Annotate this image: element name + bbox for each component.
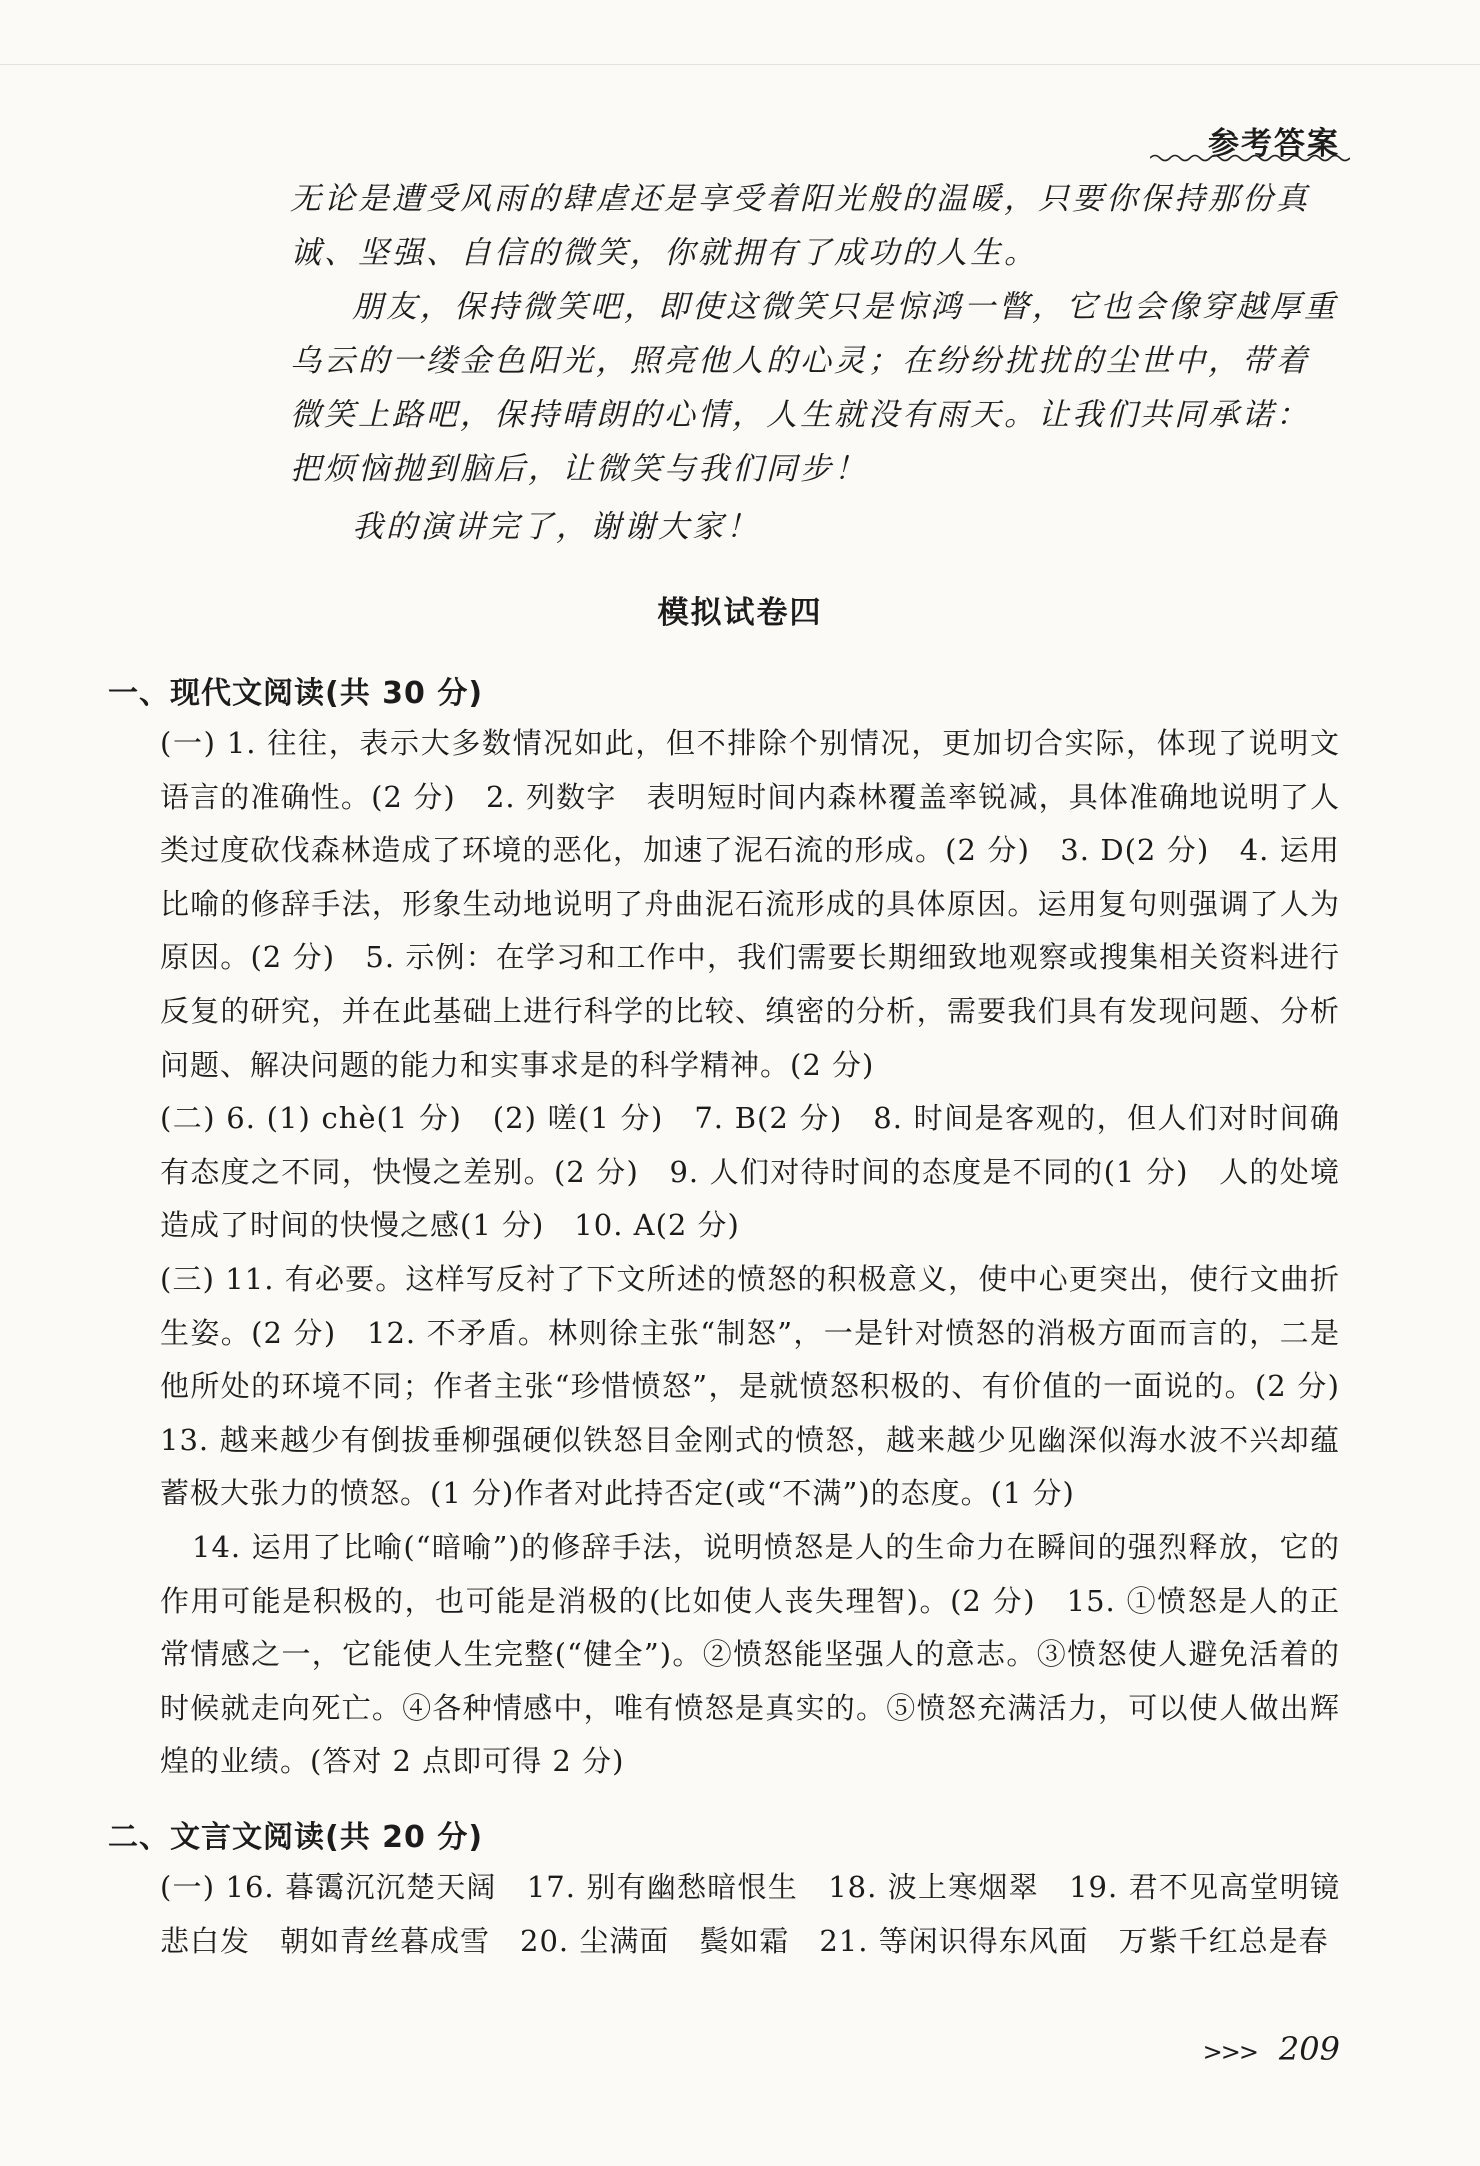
section-heading-classical-reading: 二、文言文阅读(共 20 分) [108, 1820, 484, 1855]
speech-paragraph-2: 朋友，保持微笑吧，即使这微笑只是惊鸿一瞥，它也会像穿越厚重乌云的一缕金色阳光，照亮他人的心灵；在纷纷扰扰的尘世中，带着微笑上路吧，保持晴朗的心情，人生就没有雨天。让我们共同承诺：把烦恼抛到脑后，让微笑与我们同步！ [290, 289, 1338, 487]
answer-group-3: (三) 11. 有必要。这样写反衬了下文所述的愤怒的积极意义，使中心更突出，使行文曲折生姿。(2 分) 12. 不矛盾。林则徐主张“制怒”，一是针对愤怒的消极方面而言的，二是他所处的环境不同；作者主张“珍惜愤怒”，是就愤怒积极的、有价值的一面说的。(2 分) 13. 越来越少有倒拔垂柳强硬似铁怒目金刚式的愤怒，越来越少见幽深似海水波不兴却蕴蓄极大张力的愤怒。(1 分)作者对此持否定(或“不满”)的态度。(1 分) [160, 1262, 1371, 1511]
answer-group-2: (二) 6. (1) chè(1 分) (2) 嗟(1 分) 7. B(2 分) 8. 时间是客观的，但人们对时间确有态度之不同，快慢之差别。(2 分) 9. 人们对待时间的态度是不同的(1 分) 人的处境造成了时间的快慢之感(1 分) 10. A(2 分) [160, 1101, 1340, 1243]
page-number: 209 [1278, 2030, 1340, 2068]
page-arrows-icon: >>> [1202, 2038, 1257, 2066]
header-wave-decoration [1150, 153, 1350, 163]
section-heading-modern-reading: 一、现代文阅读(共 30 分) [108, 676, 484, 711]
speech-paragraph-1: 无论是遭受风雨的肆虐还是享受着阳光般的温暖，只要你保持那份真诚、坚强、自信的微笑，你就拥有了成功的人生。 [290, 181, 1310, 271]
page-footer [1203, 2030, 1340, 2068]
exam-title: 模拟试卷四 [657, 595, 823, 631]
answer-group-5: (一) 16. 暮霭沉沉楚天阔 17. 别有幽愁暗恨生 18. 波上寒烟翠 19. 君不见高堂明镜悲白发 朝如青丝暮成雪 20. 尘满面 鬓如霜 21. 等闲识得东风面 万紫千红总是春 [160, 1870, 1340, 1958]
speech-paragraph-3: 我的演讲完了，谢谢大家！ [352, 509, 760, 545]
page-header: 参考答案 [1208, 126, 1340, 162]
answer-group-4: 14. 运用了比喻(“暗喻”)的修辞手法，说明愤怒是人的生命力在瞬间的强烈释放，它的作用可能是积极的，也可能是消极的(比如使人丧失理智)。(2 分) 15. ①愤怒是人的正常情感之一，它能使人生完整(“健全”)。②愤怒能坚强人的意志。③愤怒使人避免活着的时候就走向死亡。④各种情感中，唯有愤怒是真实的。⑤愤怒充满活力，可以使人做出辉煌的业绩。(答对 2 点即可得 2 分) [160, 1530, 1340, 1779]
answer-group-1: (一) 1. 往往，表示大多数情况如此，但不排除个别情况，更加切合实际，体现了说明文语言的准确性。(2 分) 2. 列数字 表明短时间内森林覆盖率锐减，具体准确地说明了人类过度砍伐森林造成了环境的恶化，加速了泥石流的形成。(2 分) 3. D(2 分) 4. 运用比喻的修辞手法，形象生动地说明了舟曲泥石流形成的具体原因。运用复句则强调了人为原因。(2 分) 5. 示例：在学习和工作中，我们需要长期细致地观察或搜集相关资料进行反复的研究，并在此基础上进行科学的比较、缜密的分析，需要我们具有发现问题、分析问题、解决问题的能力和实事求是的科学精神。(2 分) [160, 726, 1340, 1082]
page-edge-divider [0, 64, 1480, 65]
